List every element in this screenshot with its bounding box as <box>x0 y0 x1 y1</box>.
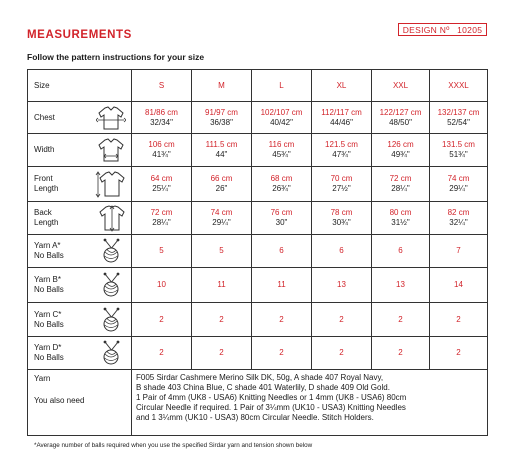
yarn-c-row: Yarn C* No Balls 2 2 2 2 2 2 <box>28 303 488 337</box>
design-number-box <box>398 23 487 36</box>
row-label: Yarn B* No Balls <box>28 268 92 303</box>
also-need-label: You also need <box>34 396 85 405</box>
size-xl: XL <box>312 70 372 102</box>
sweater-front-length-icon <box>92 167 132 202</box>
row-label: Yarn A* No Balls <box>28 235 92 268</box>
materials-row <box>28 370 488 436</box>
row-label: Back Length <box>28 202 92 235</box>
chest-row: Chest 81/86 cm 32/34" 91/97 cm 36/38" 102/107 cm 40/42" 112/117 cm 44/46" 122/127 cm 48/50" 132/137 cm 52/54" <box>28 102 488 134</box>
page-title: MEASUREMENTS <box>27 29 132 41</box>
yarn-ball-icon <box>92 268 132 303</box>
sweater-width-icon <box>92 134 132 167</box>
size-l: L <box>252 70 312 102</box>
size-m: M <box>192 70 252 102</box>
design-number: 10205 <box>457 24 483 35</box>
row-label: Width <box>28 134 92 167</box>
row-label: Yarn D* No Balls <box>28 337 92 370</box>
yarn-d-row: Yarn D* No Balls 2 2 2 2 2 2 <box>28 337 488 370</box>
back-length-row: Back Length 72 cm 28¼" 74 cm 29¼" 76 cm 30" 78 cm 30¾" 80 cm 31½" 82 cm 32¼" <box>28 202 488 235</box>
row-label: Front Length <box>28 167 92 202</box>
subtitle: Follow the pattern instructions for your size <box>27 52 205 62</box>
yarn-ball-icon <box>92 235 132 268</box>
footnote: *Average number of balls required when you use the specified Sirdar yarn and tension shown below <box>34 442 313 449</box>
size-header-row <box>28 70 488 102</box>
yarn-label: Yarn <box>34 374 51 383</box>
row-label: Chest <box>28 102 92 134</box>
size-label: Size <box>28 70 132 102</box>
yarn-a-row: Yarn A* No Balls 5 5 6 6 6 7 <box>28 235 488 268</box>
front-length-row: Front Length 64 cm 25¼" 66 cm 26" 68 cm 26¾" 70 cm 27½" 72 cm 28¼" 74 cm 29¼" <box>28 167 488 202</box>
sweater-chest-icon <box>92 102 132 134</box>
yarn-ball-icon <box>92 303 132 337</box>
size-s: S <box>132 70 192 102</box>
size-xxxl: XXXL <box>430 70 488 102</box>
yarn-b-row: Yarn B* No Balls 10 11 11 13 13 14 <box>28 268 488 303</box>
size-xxl: XXL <box>372 70 430 102</box>
materials-text: F005 Sirdar Cashmere Merino Silk DK, 50g, A shade 407 Royal Navy, B shade 403 China Blue, C shade 401 Waterlily, D shade 409 Old Gold. 1 Pair of 4mm (UK8 - USA6) Knitting Needles or 1 4mm (UK8 - USA6) 80cm Circular Needle if required. 1 Pair of 3¼mm (UK10 - USA3) Knitting Needles and 1 3¼mm (UK10 - USA3) 80cm Circular Needle. Stitch Holders. <box>132 370 488 436</box>
width-row: Width 106 cm 41¾" 111.5 cm 44" 116 cm 45¾" 121.5 cm 47¾" 126 cm 49¾" 131.5 cm 51¾" <box>28 134 488 167</box>
yarn-ball-icon <box>92 337 132 370</box>
measurements-table <box>27 69 488 436</box>
sweater-back-length-icon <box>92 202 132 235</box>
row-label: Yarn C* No Balls <box>28 303 92 337</box>
materials-labels <box>28 370 132 436</box>
design-label: DESIGN Nº <box>402 24 450 35</box>
